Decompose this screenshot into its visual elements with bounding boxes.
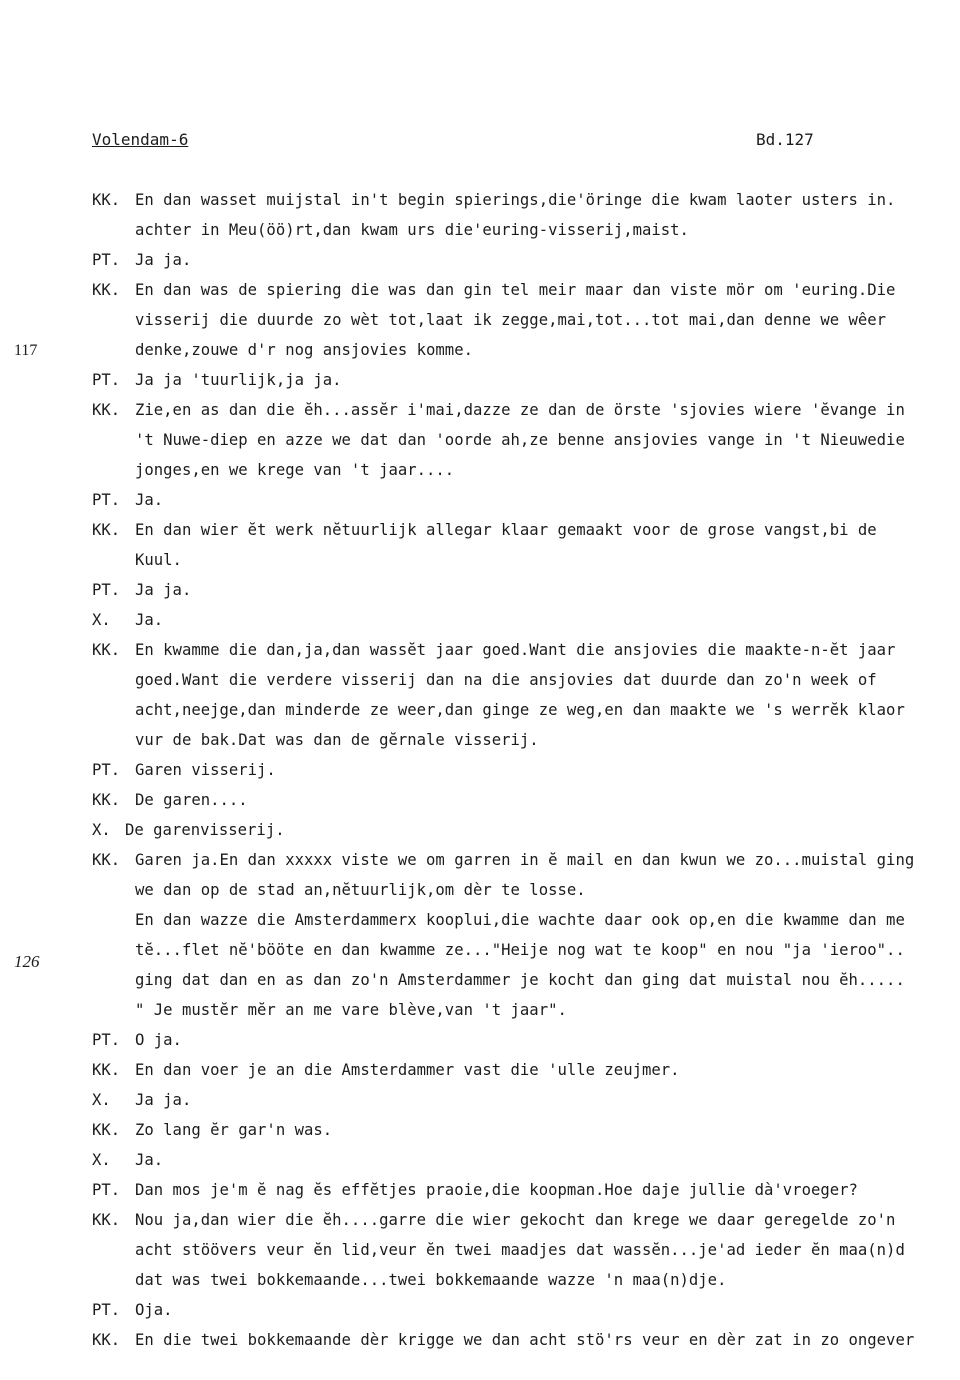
transcript-line — [92, 515, 960, 545]
speaker-label: PT. — [92, 581, 121, 599]
line-text: acht,neejge,dan minderde ze weer,dan ginge ze weg,en dan maakte we 's werrĕk klaor — [135, 701, 905, 719]
transcript-line — [92, 545, 960, 575]
line-text: En dan wazze die Amsterdammerx kooplui,die wachte daar ook op,en die kwamme dan me — [135, 911, 905, 929]
transcript-line — [92, 425, 960, 455]
line-text: Oja. — [135, 1301, 173, 1319]
line-text: Ja ja. — [135, 1091, 192, 1109]
speaker-label: PT. — [92, 761, 121, 779]
speaker-label: X. — [92, 821, 111, 839]
speaker-label: X. — [92, 1091, 111, 1109]
speaker-label: PT. — [92, 491, 121, 509]
line-text: we dan op de stad an,nĕtuurlijk,om dèr te losse. — [135, 881, 586, 899]
line-text: En dan was de spiering die was dan gin tel meir maar dan viste mör om 'euring.Die — [135, 281, 896, 299]
speaker-label: PT. — [92, 1301, 121, 1319]
transcript-line — [92, 305, 960, 335]
transcript-line — [92, 1295, 960, 1325]
line-text: Kuul. — [135, 551, 182, 569]
transcript-line — [92, 905, 960, 935]
transcript-line — [92, 995, 960, 1025]
line-text: vur de bak.Dat was dan de gĕrnale visserij. — [135, 731, 539, 749]
line-text: acht stöövers veur ĕn lid,veur ĕn twei maadjes dat wassĕn...je'ad ieder ĕn maa(n)d — [135, 1241, 905, 1259]
transcript-line — [92, 755, 960, 785]
transcript-line — [92, 665, 960, 695]
line-text: jonges,en we krege van 't jaar.... — [135, 461, 455, 479]
line-text: Ja ja. — [135, 251, 192, 269]
transcript-line — [92, 695, 960, 725]
line-text: Ja. — [135, 491, 164, 509]
transcript-line — [92, 605, 960, 635]
line-text: Ja. — [135, 611, 164, 629]
line-text: O ja. — [135, 1031, 182, 1049]
margin-note-126: 126 — [14, 952, 40, 971]
line-text: De garen.... — [135, 791, 248, 809]
line-text: dat was twei bokkemaande...twei bokkemaande wazze 'n maa(n)dje. — [135, 1271, 727, 1289]
speaker-label: KK. — [92, 791, 121, 809]
speaker-label: KK. — [92, 521, 121, 539]
transcript-line — [92, 185, 960, 215]
transcript-line — [92, 815, 960, 845]
speaker-label: KK. — [92, 281, 121, 299]
line-text: Zie,en as dan die ĕh...assĕr i'mai,dazze ze dan de örste 'sjovies wiere 'ĕvange in — [135, 401, 905, 419]
transcript-line — [92, 965, 960, 995]
line-text: Ja ja 'tuurlijk,ja ja. — [135, 371, 342, 389]
line-text: Garen ja.En dan xxxxx viste we om garren in ĕ mail en dan kwun we zo...muistal ging — [135, 851, 915, 869]
speaker-label: PT. — [92, 1181, 121, 1199]
speaker-label: PT. — [92, 251, 121, 269]
speaker-label: PT. — [92, 1031, 121, 1049]
transcript-line — [92, 215, 960, 245]
line-text: ging dat dan en as dan zo'n Amsterdammer je kocht dan ging dat muistal nou ĕh..... — [135, 971, 905, 989]
transcript-line — [92, 335, 960, 365]
speaker-label: KK. — [92, 641, 121, 659]
transcript-line — [92, 875, 960, 905]
line-text: Ja. — [135, 1151, 164, 1169]
transcript-line — [92, 575, 960, 605]
page-reference: Bd.127 — [756, 130, 814, 149]
transcript-line — [92, 725, 960, 755]
line-text: En dan voer je an die Amsterdammer vast die 'ulle zeujmer. — [135, 1061, 680, 1079]
transcript-line — [92, 245, 960, 275]
transcript-line — [92, 485, 960, 515]
speaker-label: KK. — [92, 191, 121, 209]
line-text: Zo lang ĕr gar'n was. — [135, 1121, 333, 1139]
line-text: Nou ja,dan wier die ĕh....garre die wier gekocht dan krege we daar geregelde zo'n — [135, 1211, 896, 1229]
speaker-label: KK. — [92, 851, 121, 869]
speaker-label: KK. — [92, 1121, 121, 1139]
line-text: " Je mustĕr mĕr an me vare blève,van 't jaar". — [135, 1001, 567, 1019]
line-text: Ja ja. — [135, 581, 192, 599]
line-text: En die twei bokkemaande dèr krigge we dan acht stö'rs veur en dèr zat in zo ongever — [135, 1331, 915, 1349]
transcript-line — [92, 275, 960, 305]
line-text: En kwamme die dan,ja,dan wassĕt jaar goed.Want die ansjovies die maakte-n-ĕt jaar — [135, 641, 896, 659]
transcript-line — [92, 935, 960, 965]
line-text: achter in Meu(öö)rt,dan kwam urs die'euring-visserij,maist. — [135, 221, 689, 239]
transcript-line — [92, 845, 960, 875]
transcript-line — [92, 785, 960, 815]
line-text: Garen visserij. — [135, 761, 276, 779]
transcript-line — [92, 1145, 960, 1175]
speaker-label: X. — [92, 611, 111, 629]
transcript-line — [92, 455, 960, 485]
speaker-label: KK. — [92, 1211, 121, 1229]
line-text: visserij die duurde zo wèt tot,laat ik zegge,mai,tot...tot mai,dan denne we wêer — [135, 311, 887, 329]
transcript-line — [92, 1235, 960, 1265]
transcript-line — [92, 1205, 960, 1235]
transcript-line — [92, 395, 960, 425]
transcript-body — [92, 185, 960, 1355]
transcript-line — [92, 1175, 960, 1205]
speaker-label: X. — [92, 1151, 111, 1169]
transcript-line — [92, 1055, 960, 1085]
transcript-line — [92, 1025, 960, 1055]
speaker-label: KK. — [92, 401, 121, 419]
line-text: En dan wier ĕt werk nĕtuurlijk allegar klaar gemaakt voor de grose vangst,bi de — [135, 521, 877, 539]
transcript-line — [92, 1325, 960, 1355]
line-text: De garenvisserij. — [125, 821, 285, 839]
transcript-line — [92, 1115, 960, 1145]
line-text: tĕ...flet nĕ'bööte en dan kwamme ze..."Heije nog wat te koop" en nou "ja 'ieroo".. — [135, 941, 905, 959]
line-text: 't Nuwe-diep en azze we dat dan 'oorde ah,ze benne ansjovies vange in 't Nieuwedie — [135, 431, 905, 449]
speaker-label: KK. — [92, 1061, 121, 1079]
document-title: Volendam-6 — [92, 130, 189, 149]
transcript-line — [92, 1085, 960, 1115]
line-text: Dan mos je'm ĕ nag ĕs effĕtjes praoie,die koopman.Hoe daje jullie dà'vroeger? — [135, 1181, 858, 1199]
line-text: goed.Want die verdere visserij dan na die ansjovies dat duurde dan zo'n week of — [135, 671, 877, 689]
speaker-label: KK. — [92, 1331, 121, 1349]
line-text: denke,zouwe d'r nog ansjovies komme. — [135, 341, 473, 359]
line-text: En dan wasset muijstal in't begin spierings,die'öringe die kwam laoter usters in. — [135, 191, 896, 209]
transcript-line — [92, 365, 960, 395]
margin-note-117: 117 — [14, 342, 38, 359]
speaker-label: PT. — [92, 371, 121, 389]
transcript-line — [92, 635, 960, 665]
transcript-line — [92, 1265, 960, 1295]
